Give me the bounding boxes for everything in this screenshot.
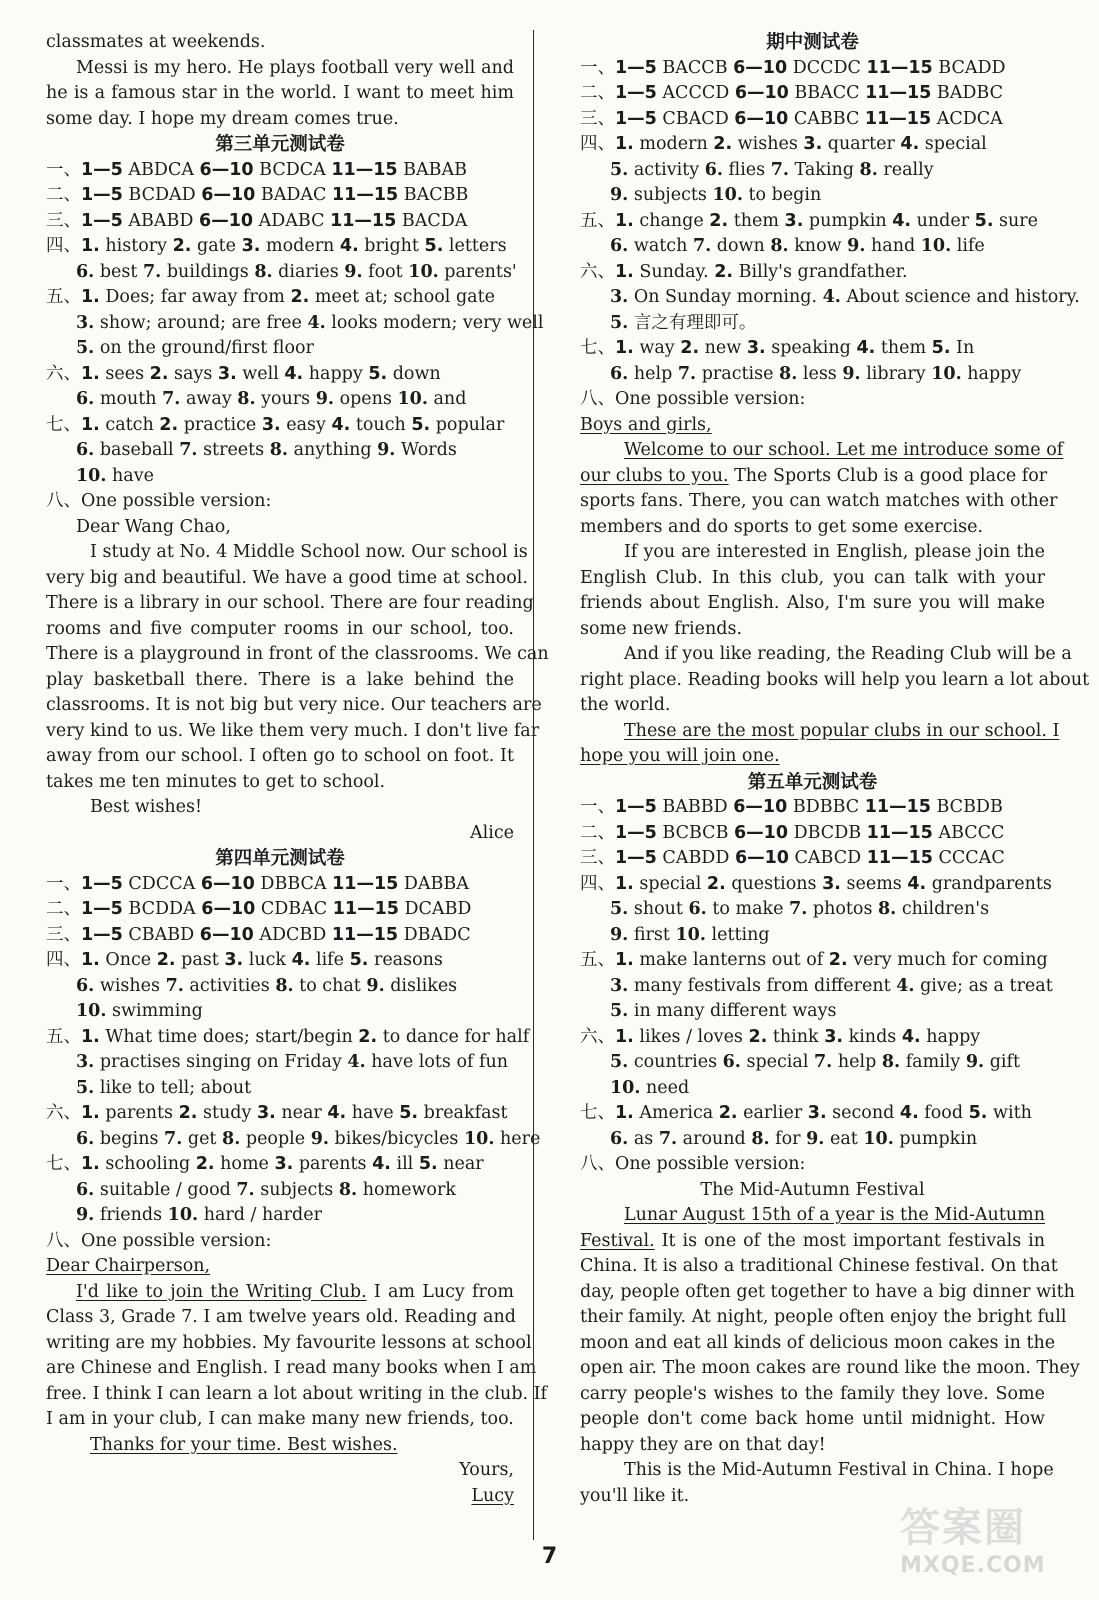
text-line: some day. I hope my dream comes true. [46,108,399,129]
text-line: 八、One possible version: [46,491,272,511]
text-line: 6. begins 7. get 8. people 9. bikes/bicycles 10. here [76,1128,541,1149]
text-line: 八、One possible version: [46,1230,272,1251]
text-line: 三、1—5 CBACD 6—10 CABBC 11—15 ACDCA [580,108,1003,129]
text-line: 五、1. make lanterns out of 2. very much for coming [580,950,1048,970]
text-line: 四、1. history 2. gate 3. modern 4. bright 5. letters [46,236,507,256]
text-line: And if you like reading, the Reading Club will be a [624,644,1072,664]
text-line: 3. practises singing on Friday 4. have lots of fun [76,1052,509,1072]
text-line: Dear Chairperson, [46,1256,211,1276]
text-line: This is the Mid-Autumn Festival in China. I hope [624,1460,1054,1480]
text-line: hope you will join one. [580,746,780,766]
text-line: 七、1. America 2. earlier 3. second 4. food 5. with [580,1103,1032,1123]
text-line: If you are interested in English, please join the [624,542,1045,562]
text-line: our clubs to you. The Sports Club is a good place for [580,465,1048,486]
text-line: 五、1. change 2. them 3. pumpkin 4. under 5. sure [580,210,1039,231]
text-line: 9. first 10. letting [610,924,770,945]
text-line: the world. [580,695,671,715]
text-line: 四、1. modern 2. wishes 3. quarter 4. special [580,134,987,154]
text-line: he is a famous star in the world. I want to meet him [46,83,514,103]
text-line: rooms and five computer rooms in our school, too. [46,618,514,639]
text-line: I study at No. 4 Middle School now. Our school is [90,542,528,562]
text-line: classmates at weekends. [46,32,266,52]
text-line: friends about English. Also, I'm sure you will make [580,593,1045,613]
text-line: These are the most popular clubs in our school. I [624,720,1060,741]
text-line: 6. wishes 7. activities 8. to chat 9. dislikes [76,975,458,996]
text-line: Festival. It is one of the most important festivals in [580,1230,1045,1251]
text-line: takes me ten minutes to get to school. [46,771,386,792]
text-line: 五、1. What time does; start/begin 2. to dance for half [46,1026,530,1047]
text-line: play basketball there. There is a lake behind the [46,669,514,690]
page-number: 7 [541,1544,558,1569]
text-line: 6. suitable / good 7. subjects 8. homework [76,1179,456,1200]
text-line: 一、1—5 ABDCA 6—10 BCDCA 11—15 BABAB [46,159,467,180]
text-line: away from our school. I often go to school on foot. It [46,746,514,766]
text-line: 6. baseball 7. streets 8. anything 9. Words [76,440,457,460]
text-line: 9. friends 10. hard / harder [76,1205,322,1225]
text-line: 10. need [610,1077,690,1098]
text-line: 五、1. Does; far away from 2. meet at; school gate [46,287,495,307]
text-line: Yours, [459,1460,514,1480]
text-line: free. I think I can learn a lot about writing in the club. If [46,1383,548,1404]
watermark-url: MXQE.COM [900,1553,1046,1578]
text-line: 二、1—5 ACCCD 6—10 BBACC 11—15 BADBC [580,83,1004,103]
section-heading: 第三单元测试卷 [215,134,345,155]
text-line: 10. swimming [76,1001,203,1021]
text-line: 六、1. sees 2. says 3. well 4. happy 5. down [46,363,441,384]
text-line: Lunar August 15th of a year is the Mid-Autumn [624,1205,1045,1225]
text-line: 5. on the ground/first floor [76,338,314,358]
text-line: 6. as 7. around 8. for 9. eat 10. pumpkin [610,1128,978,1149]
text-line: 七、1. schooling 2. home 3. parents 4. ill 5. near [46,1154,484,1174]
text-line: China. It is also a traditional Chinese festival. On that [580,1256,1058,1276]
text-line: Boys and girls, [580,414,712,435]
text-line: I'd like to join the Writing Club. I am Lucy from [76,1281,514,1302]
text-line: their family. At night, people often enjoy the bright full [580,1307,1067,1327]
text-line: moon and eat all kinds of delicious moon cakes in the [580,1332,1056,1353]
text-line: people don't come back home until midnight. How [580,1409,1045,1429]
text-line: classrooms. It is not big but very nice. Our teachers are [46,695,542,715]
text-line: Messi is my hero. He plays football very well and [76,57,514,78]
text-line: 一、1—5 BABBD 6—10 BDBBC 11—15 BCBDB [580,797,1003,817]
text-line: 一、1—5 CDCCA 6—10 DBBCA 11—15 DABBA [46,873,469,894]
text-line: 5. activity 6. flies 7. Taking 8. really [610,159,934,180]
text-line: 3. show; around; are free 4. looks modern; very well [76,312,544,333]
text-line: Welcome to our school. Let me introduce some of [624,440,1064,460]
text-line: Alice [470,822,514,843]
text-line: 6. best 7. buildings 8. diaries 9. foot 10. parents' [76,261,517,282]
text-line: very big and beautiful. We have a good time at school. [46,567,528,588]
text-line: 5. in many different ways [610,1001,837,1021]
text-line: 八、One possible version: [580,1154,806,1174]
text-line: very kind to us. We like them very much. I don't live far [46,720,540,741]
column-divider [533,30,534,1540]
text-line: 6. mouth 7. away 8. yours 9. opens 10. and [76,389,467,409]
text-line: 3. On Sunday morning. 4. About science and history. [610,287,1080,307]
text-line: you'll like it. [580,1485,690,1506]
text-line: Lucy [471,1485,514,1506]
text-line: 5. 言之有理即可。 [610,312,757,333]
text-line: The Mid-Autumn Festival [700,1179,925,1200]
section-heading: 第四单元测试卷 [215,848,345,869]
text-line: 二、1—5 BCDAD 6—10 BADAC 11—15 BACBB [46,185,469,205]
text-line: 6. help 7. practise 8. less 9. library 10. happy [610,363,1022,384]
text-line: 四、1. Once 2. past 3. luck 4. life 5. reasons [46,950,443,970]
text-line: writing are my hobbies. My favourite lessons at school [46,1332,532,1353]
text-line: some new friends. [580,618,743,639]
text-line: 5. like to tell; about [76,1077,252,1098]
text-line: are Chinese and English. I read many books when I am [46,1358,537,1378]
text-line: 二、1—5 BCDDA 6—10 CDBAC 11—15 DCABD [46,899,472,919]
text-line: Thanks for your time. Best wishes. [90,1434,398,1455]
text-line: 三、1—5 ABABD 6—10 ADABC 11—15 BACDA [46,210,468,231]
text-line: 6. watch 7. down 8. know 9. hand 10. life [610,236,985,256]
right-column [580,30,1090,1509]
watermark-text: 答案圈 [900,1505,1026,1551]
text-line: 四、1. special 2. questions 3. seems 4. grandparents [580,873,1052,894]
text-line: 10. have [76,465,154,486]
text-line: 9. subjects 10. to begin [610,185,822,205]
text-line: Best wishes! [90,797,202,817]
text-line: I am in your club, I can make many new friends, too. [46,1409,514,1429]
text-line: 七、1. way 2. new 3. speaking 4. them 5. In [580,338,975,358]
section-heading: 期中测试卷 [766,32,859,53]
text-line: sports fans. There, you can watch matches with other [580,491,1058,511]
text-line: 一、1—5 BACCB 6—10 DCCDC 11—15 BCADD [580,57,1006,78]
text-line: There is a library in our school. There are four reading [46,593,534,613]
text-line: day, people often get together to have a big dinner with [580,1281,1075,1302]
text-line: 3. many festivals from different 4. give; as a treat [610,975,1053,996]
text-line: 二、1—5 BCBCB 6—10 DBCDB 11—15 ABCCC [580,822,1005,843]
text-line: 六、1. likes / loves 2. think 3. kinds 4. happy [580,1026,981,1047]
text-line: 三、1—5 CBABD 6—10 ADCBD 11—15 DBADC [46,924,471,945]
section-heading: 第五单元测试卷 [747,771,878,793]
text-line: 5. shout 6. to make 7. photos 8. children's [610,899,990,919]
text-line: There is a playground in front of the classrooms. We can [46,644,549,664]
text-line: Class 3, Grade 7. I am twelve years old. Reading and [46,1307,516,1327]
text-line: English Club. In this club, you can talk with your [580,567,1045,588]
text-line: happy they are on that day! [580,1434,826,1455]
watermark-logo [900,1496,1046,1578]
text-line: 八、One possible version: [580,389,806,409]
text-line: members and do sports to get some exercise. [580,516,984,537]
left-column [46,30,549,1509]
text-line: right place. Reading books will help you learn a lot about [580,669,1090,690]
text-line: 六、1. Sunday. 2. Billy's grandfather. [580,261,908,282]
text-line: 七、1. catch 2. practice 3. easy 4. touch 5. popular [46,414,505,435]
text-line: carry people's wishes to the family they love. Some [580,1383,1045,1404]
text-line: 六、1. parents 2. study 3. near 4. have 5. breakfast [46,1103,508,1123]
text-line: 三、1—5 CABDD 6—10 CABCD 11—15 CCCAC [580,848,1005,868]
text-line: 5. countries 6. special 7. help 8. family 9. gift [610,1052,1020,1072]
text-line: open air. The moon cakes are round like the moon. They [580,1358,1080,1378]
text-line: Dear Wang Chao, [76,516,231,537]
